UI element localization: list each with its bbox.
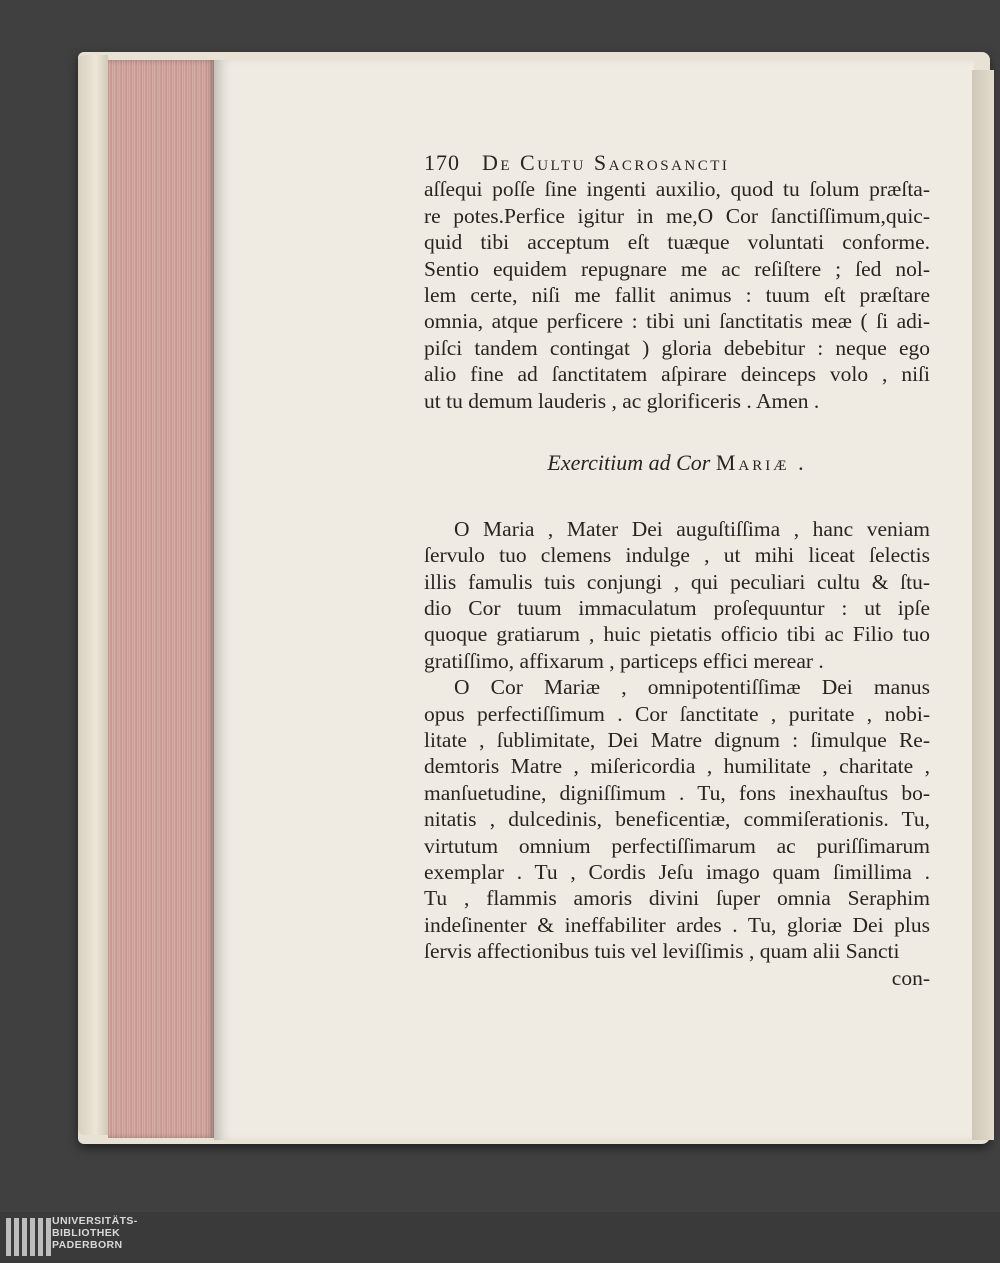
text-line: omnia, atque perficere : tibi uni ſanctitatis meæ ( ſi adi- xyxy=(424,309,930,334)
text-line: lem certe, niſi me fallit animus : tuum eſt præſtare xyxy=(424,282,930,307)
section-title-caps: Mariæ . xyxy=(715,449,807,475)
facing-page-edge xyxy=(972,70,994,1140)
text-line: gratiſſimo, affixarum , particeps effici merear . xyxy=(424,648,824,673)
section-title-italic: Exercitium ad Cor xyxy=(547,449,711,475)
library-name-line-3: PADERBORN xyxy=(52,1239,123,1251)
page-text xyxy=(424,150,930,991)
text-line: aſſequi poſſe ſine ingenti auxilio, quod tu ſolum præſta- xyxy=(424,177,930,202)
text-line: alio fine ad ſanctitatem aſpirare deinceps volo , niſi xyxy=(424,362,930,387)
page-block-edge xyxy=(108,60,214,1138)
text-line: indeſinenter & ineffabiliter ardes . Tu, gloriæ Dei plus xyxy=(424,912,930,937)
text-line: virtutum omnium perfectiſſimarum ac puriſſimarum xyxy=(424,833,930,858)
text-line: exemplar . Tu , Cordis Jeſu imago quam ſimillima . xyxy=(424,859,930,884)
paragraph-2 xyxy=(424,516,930,674)
text-line: piſci tandem contingat ) gloria debebitur : neque ego xyxy=(424,335,930,360)
section-title xyxy=(424,448,930,478)
book-cover-edge xyxy=(78,55,108,1135)
text-line: quid tibi acceptum eſt tuæque voluntati conforme. xyxy=(424,230,930,255)
text-line: demtoris Matre , miſericordia , humilitate , charitate , xyxy=(424,754,930,779)
page-number: 170 xyxy=(424,150,460,175)
text-line: ut tu demum lauderis , ac glorificeris . Amen . xyxy=(424,388,820,413)
text-line: dio Cor tuum immaculatum proſequuntur : ut ipſe xyxy=(424,596,930,621)
running-head: De Cultu Sacrosancti xyxy=(482,150,730,175)
text-line: Tu , flammis amoris divini ſuper omnia Seraphim xyxy=(424,886,930,911)
catchword: con- xyxy=(891,965,930,990)
text-line: ſervis affectionibus tuis vel leviſſimis , quam alii Sancti xyxy=(424,939,900,964)
text-line: Sentio equidem repugnare me ac reſiſtere ; ſed nol- xyxy=(424,256,930,281)
text-line: re potes.Perfice igitur in me,O Cor ſanctiſſimum,quic- xyxy=(424,203,930,228)
page-header xyxy=(424,150,930,176)
text-line: opus perfectiſſimum . Cor ſanctitate , puritate , nobi- xyxy=(424,701,930,726)
text-line: O Maria , Mater Dei auguſtiſſima , hanc veniam xyxy=(454,516,930,541)
text-line: manſuetudine, digniſſimum . Tu, fons inexhauſtus bo- xyxy=(424,780,930,805)
text-line: litate , ſublimitate, Dei Matre dignum : ſimulque Re- xyxy=(424,728,930,753)
text-line: nitatis , dulcedinis, beneficentiæ, commiſerationis. Tu, xyxy=(424,807,930,832)
text-line: O Cor Mariæ , omnipotentiſſimæ Dei manus xyxy=(454,675,930,700)
library-name-line-1: UNIVERSITÄTS- xyxy=(52,1215,138,1227)
paragraph-3 xyxy=(424,674,930,964)
library-logo-icon xyxy=(6,1218,51,1256)
footer-bar xyxy=(0,1212,1000,1263)
text-line: illis famulis tuis conjungi , qui peculiari cultu & ſtu- xyxy=(424,569,930,594)
text-line: quoque gratiarum , huic pietatis officio tibi ac Filio tuo xyxy=(424,622,930,647)
library-name-line-2: BIBLIOTHEK xyxy=(52,1227,121,1239)
library-name xyxy=(52,1215,138,1251)
text-line: ſervulo tuo clemens indulge , ut mihi liceat ſelectis xyxy=(424,543,930,568)
paragraph-1 xyxy=(424,176,930,414)
